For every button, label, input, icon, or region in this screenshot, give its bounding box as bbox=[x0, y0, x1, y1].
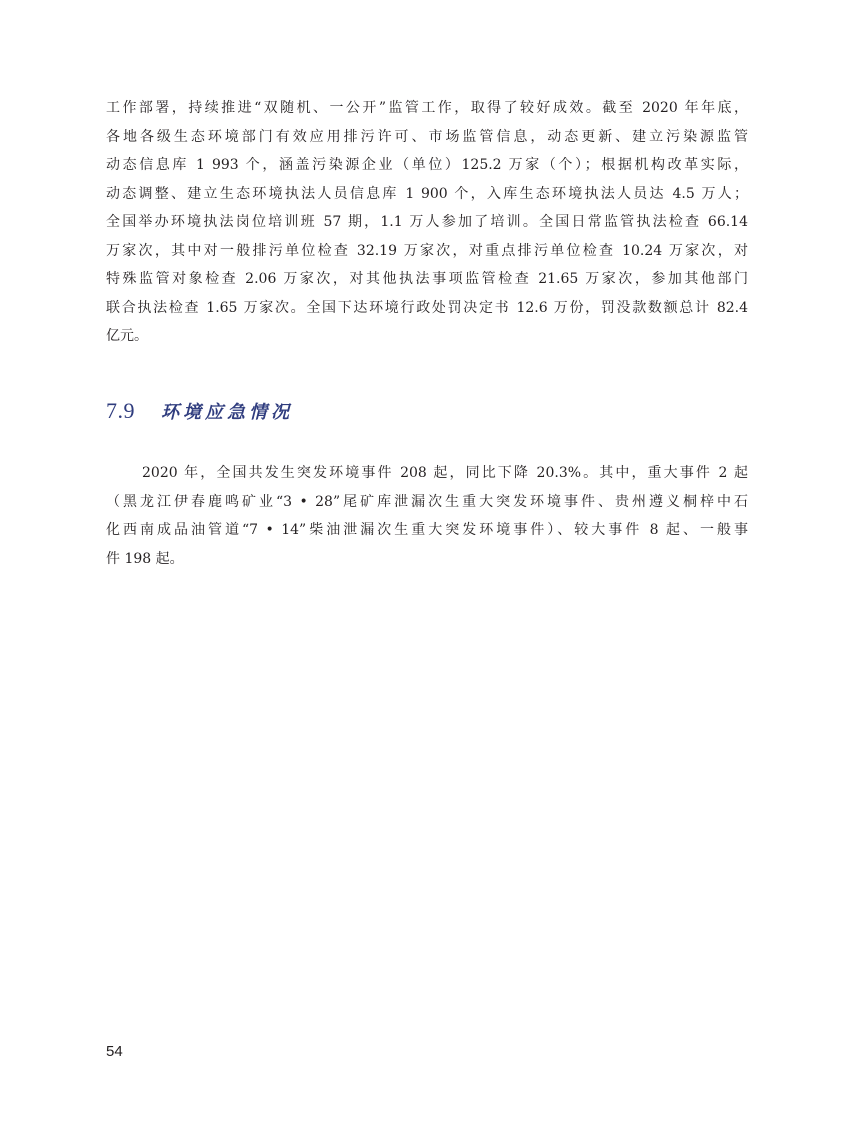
paragraph-line: 动态信息库 1 993 个，涵盖污染源企业（单位）125.2 万家（个）；根据机构改革实际， bbox=[106, 157, 748, 173]
paragraph-line: 各地各级生态环境部门有效应用排污许可、市场监管信息，动态更新、建立污染源监管 bbox=[106, 128, 748, 145]
paragraph-line: 2020 年，全国共发生突发环境事件 208 起，同比下降 20.3%。其中，重大事件 2 起 bbox=[142, 465, 748, 481]
section-heading bbox=[106, 393, 293, 429]
body-paragraph-emergency bbox=[106, 459, 748, 573]
paragraph-line: 亿元。 bbox=[106, 328, 148, 344]
paragraph-line: 全国举办环境执法岗位培训班 57 期，1.1 万人参加了培训。全国日常监管执法检查 66.14 bbox=[106, 214, 748, 230]
paragraph-line: 动态调整、建立生态环境执法人员信息库 1 900 个，入库生态环境执法人员达 4.5 万人； bbox=[106, 185, 748, 202]
section-title: 环境应急情况 bbox=[161, 402, 293, 423]
paragraph-line: 件 198 起。 bbox=[106, 550, 184, 567]
paragraph-line: 化西南成品油管道“7 • 14”柴油泄漏次生重大突发环境事件）、较大事件 8 起、一般事 bbox=[106, 522, 748, 538]
section-number: 7.9 bbox=[106, 398, 135, 423]
page-number: 54 bbox=[106, 1043, 123, 1060]
paragraph-line: 特殊监管对象检查 2.06 万家次，对其他执法事项监管检查 21.65 万家次，参加其他部门 bbox=[106, 271, 748, 287]
paragraph-line: 万家次，其中对一般排污单位检查 32.19 万家次，对重点排污单位检查 10.24 万家次，对 bbox=[106, 242, 748, 259]
body-paragraph-enforcement bbox=[106, 94, 748, 351]
paragraph-line: 工作部署，持续推进“双随机、一公开”监管工作，取得了较好成效。截至 2020 年年底， bbox=[106, 100, 748, 116]
paragraph-line: 联合执法检查 1.65 万家次。全国下达环境行政处罚决定书 12.6 万份，罚没款数额总计 82.4 bbox=[106, 299, 748, 316]
paragraph-line: （黑龙江伊春鹿鸣矿业“3 • 28”尾矿库泄漏次生重大突发环境事件、贵州遵义桐梓中石 bbox=[106, 493, 748, 510]
